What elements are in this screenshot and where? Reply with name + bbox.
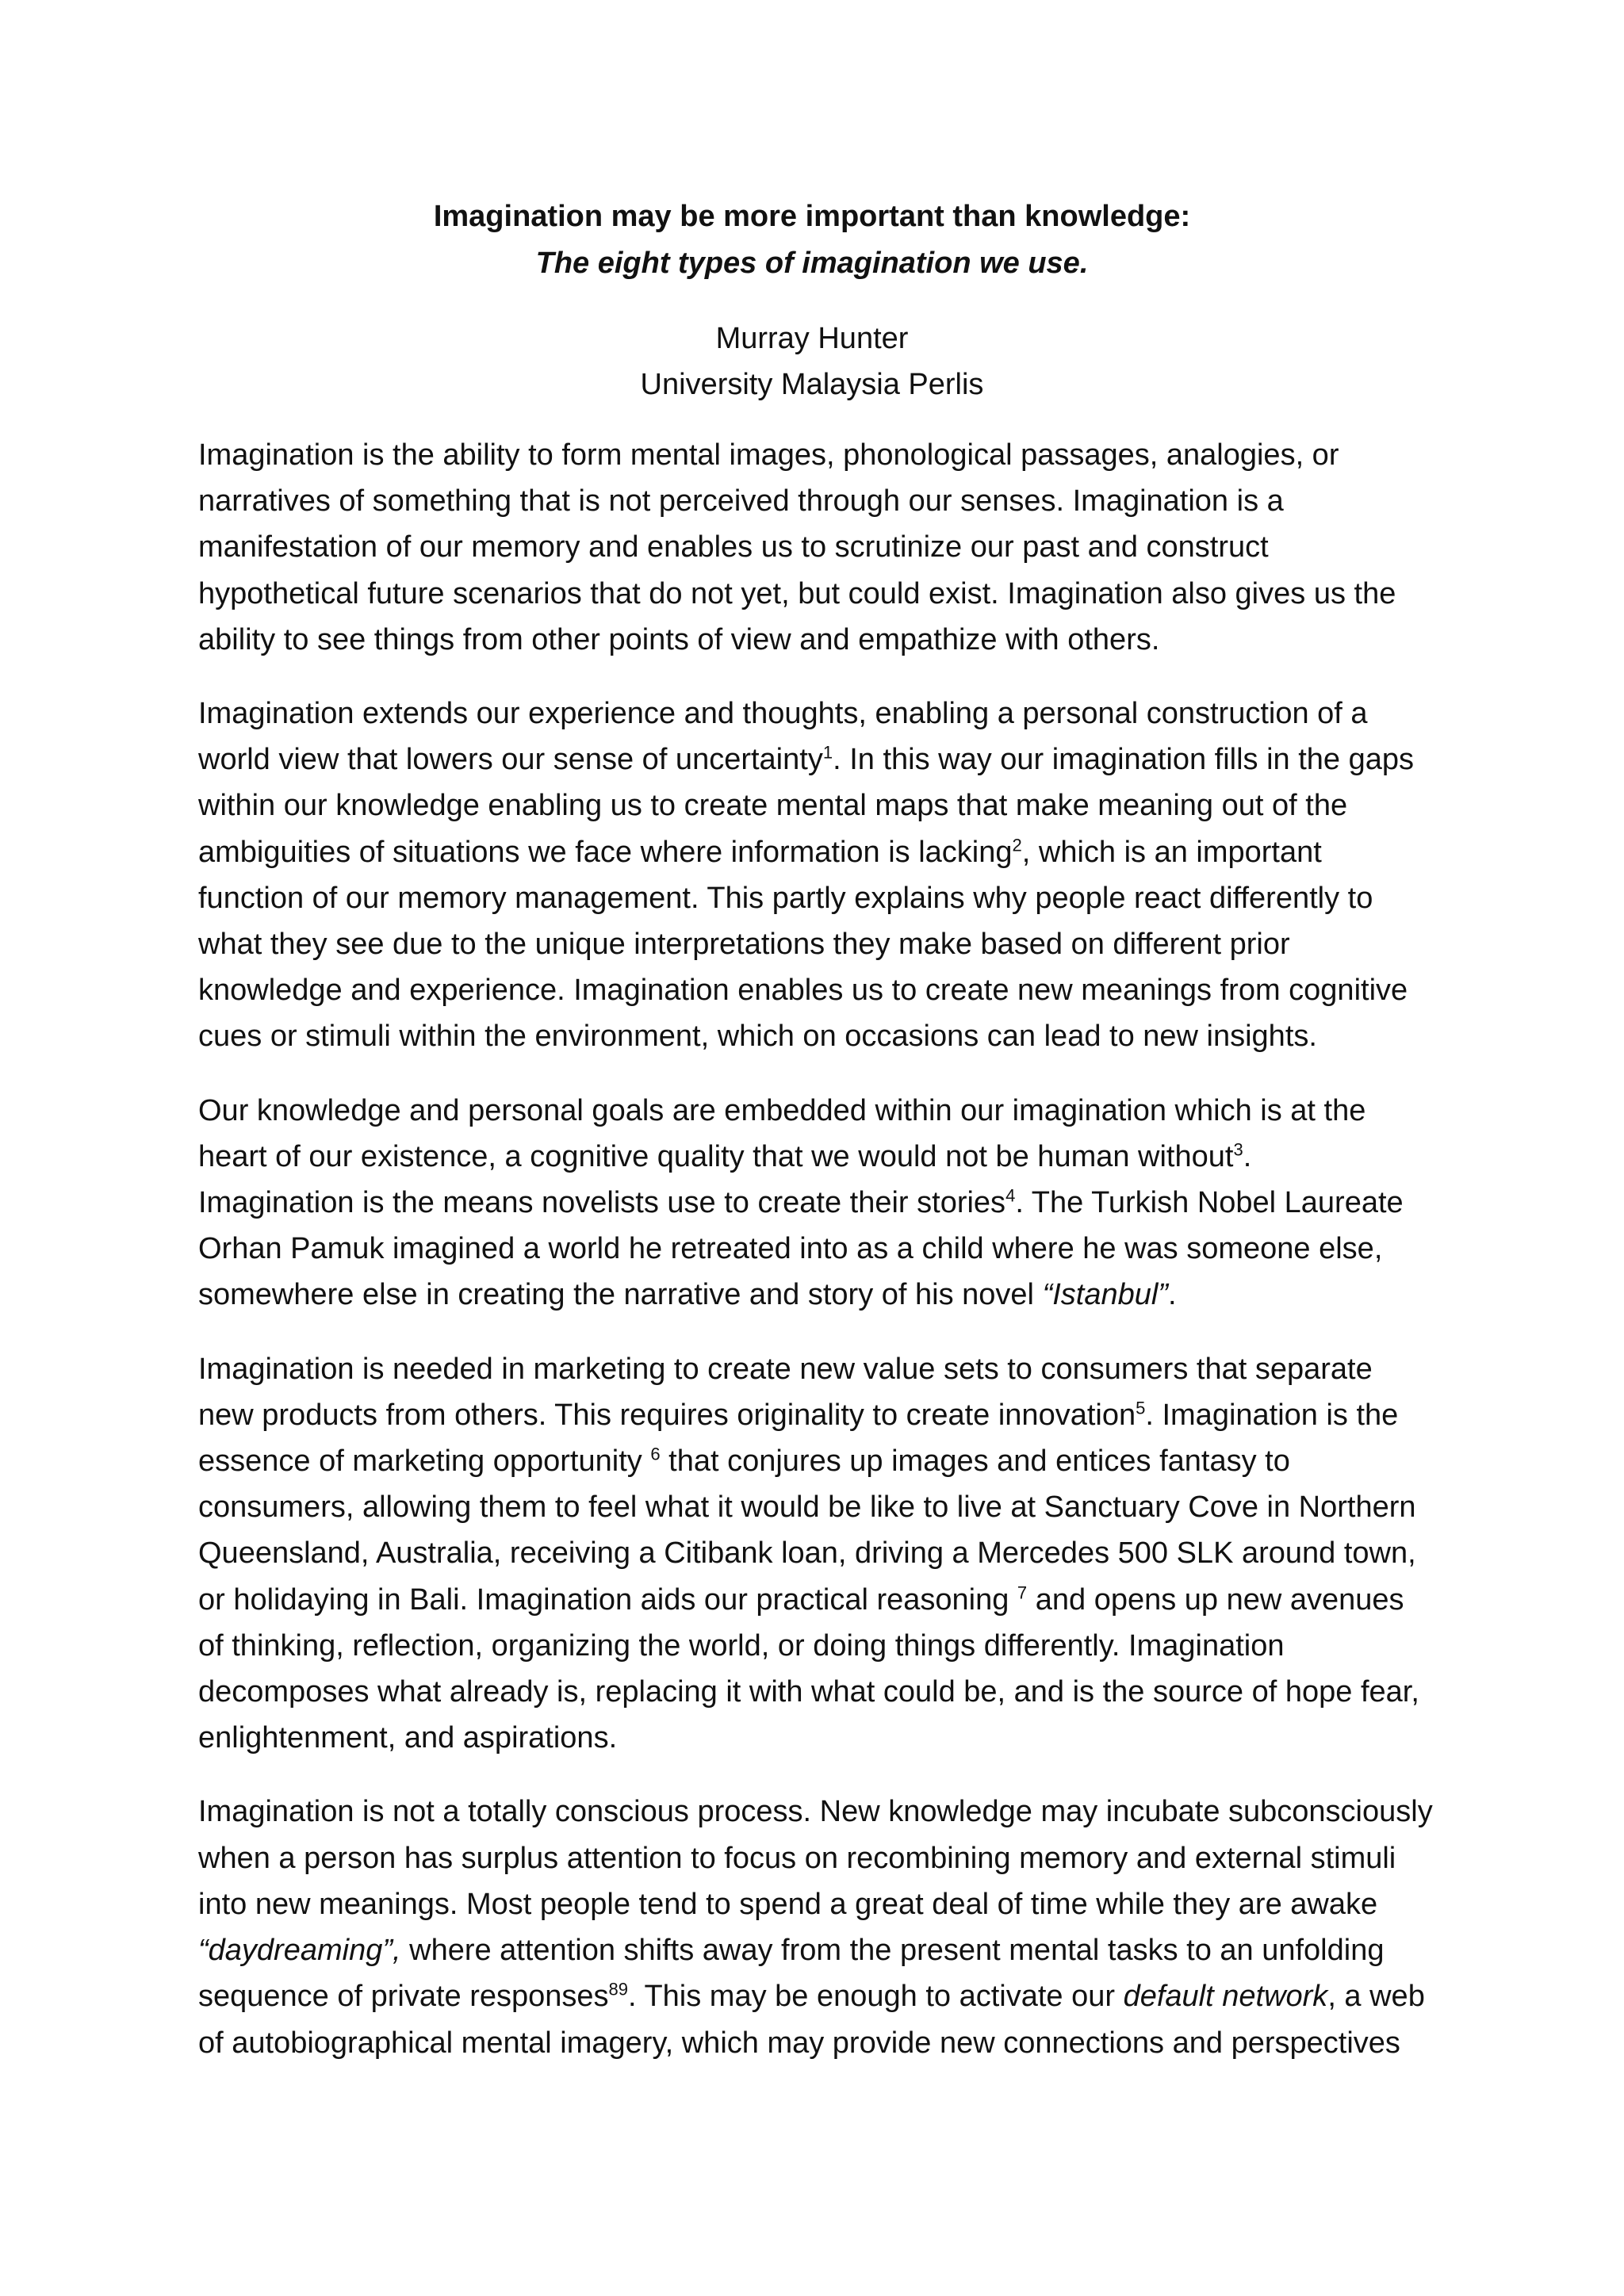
text-segment: . xyxy=(1243,1139,1252,1173)
text-line: function of our memory management. This partly explains why people react differently to xyxy=(198,881,1373,915)
text-line: Our knowledge and personal goals are embedded within our imagination which is at the xyxy=(198,1093,1366,1127)
text-line xyxy=(198,1927,1451,1973)
text-segment: Imagination is the means novelists use to create their stories xyxy=(198,1186,1006,1220)
text-line: Imagination is needed in marketing to create new value sets to consumers that separate xyxy=(198,1352,1373,1386)
text-line: narratives of something that is not perceived through our senses. Imagination is a xyxy=(198,484,1284,519)
text-segment: . In this way our imagination fills in the gaps xyxy=(833,743,1415,777)
paragraph-1 xyxy=(198,432,1451,663)
text-line: within our knowledge enabling us to create mental maps that make meaning out of the xyxy=(198,789,1348,823)
footnote-ref-5: 5 xyxy=(1136,1398,1146,1418)
text-line: decomposes what already is, replacing it with what could be, and is the source of hope fear, xyxy=(198,1675,1419,1709)
text-line: of thinking, reflection, organizing the world, or doing things differently. Imagination xyxy=(198,1628,1285,1663)
text-segment: . xyxy=(1167,1278,1177,1312)
paper-title: Imagination may be more important than knowledge: xyxy=(433,200,1191,233)
term-default-network: default network xyxy=(1123,1980,1328,2014)
text-line: into new meanings. Most people tend to spend a great deal of time while they are awake xyxy=(198,1887,1378,1921)
text-line xyxy=(198,1134,1451,1180)
text-line: manifestation of our memory and enables us to scrutinize our past and construct xyxy=(198,530,1269,564)
text-segment: sequence of private responses xyxy=(198,1980,609,2014)
footnote-ref-7: 7 xyxy=(1017,1582,1028,1603)
text-line: enlightenment, and aspirations. xyxy=(198,1721,618,1755)
paragraph-4 xyxy=(198,1346,1451,1762)
text-line: Imagination is not a totally conscious process. New knowledge may incubate subconsciously xyxy=(198,1795,1433,1829)
text-segment: somewhere else in creating the narrative and story of his novel xyxy=(198,1278,1043,1312)
text-line: Imagination extends our experience and thoughts, enabling a personal construction of a xyxy=(198,697,1368,731)
footnote-ref-89: 89 xyxy=(608,1979,629,1999)
text-segment: that conjures up images and entices fantasy to xyxy=(660,1445,1290,1479)
paragraph-2 xyxy=(198,691,1451,1060)
author-name: Murray Hunter xyxy=(715,322,909,355)
text-line: knowledge and experience. Imagination enables us to create new meanings from cognitive xyxy=(198,974,1408,1008)
text-segment: . This may be enough to activate our xyxy=(628,1980,1124,2014)
text-line: hypothetical future scenarios that do not yet, but could exist. Imagination also gives us the xyxy=(198,576,1396,610)
text-line: what they see due to the unique interpretations they make based on different prior xyxy=(198,928,1290,962)
text-segment: world view that lowers our sense of uncertainty xyxy=(198,743,823,777)
text-segment: , which is an important xyxy=(1021,835,1322,869)
footnote-ref-3: 3 xyxy=(1233,1139,1243,1160)
paragraph-5 xyxy=(198,1789,1451,2065)
text-line: Imagination is the ability to form mental images, phonological passages, analogies, or xyxy=(198,438,1339,472)
footnote-ref-4: 4 xyxy=(1005,1185,1016,1206)
text-segment: , a web xyxy=(1327,1980,1425,2014)
body-text xyxy=(198,432,1451,2094)
footnote-ref-1: 1 xyxy=(822,742,833,763)
text-line xyxy=(198,1180,1451,1226)
text-line xyxy=(198,1973,1451,2019)
text-line xyxy=(198,829,1451,875)
text-line: consumers, allowing them to feel what it would be like to live at Sanctuary Cove in Northern xyxy=(198,1490,1416,1525)
text-line: when a person has surplus attention to focus on recombining memory and external stimuli xyxy=(198,1841,1396,1875)
text-line: of autobiographical mental imagery, which may provide new connections and perspectives xyxy=(198,2026,1400,2060)
text-segment: and opens up new avenues xyxy=(1027,1582,1404,1617)
text-line xyxy=(198,737,1451,783)
text-segment: . The Turkish Nobel Laureate xyxy=(1015,1186,1404,1220)
text-segment: ambiguities of situations we face where information is lacking xyxy=(198,835,1013,869)
text-segment: or holidaying in Bali. Imagination aids our practical reasoning xyxy=(198,1582,1017,1617)
text-line xyxy=(198,1272,1451,1318)
text-segment: heart of our existence, a cognitive quality that we would not be human without xyxy=(198,1139,1234,1173)
footnote-ref-2: 2 xyxy=(1012,834,1022,855)
text-segment: essence of marketing opportunity xyxy=(198,1445,651,1479)
text-line xyxy=(198,1392,1451,1438)
term-daydreaming: “daydreaming”, xyxy=(198,1934,401,1968)
text-line: Queensland, Australia, receiving a Citibank loan, driving a Mercedes 500 SLK around town, xyxy=(198,1536,1416,1571)
text-segment: new products from others. This requires originality to create innovation xyxy=(198,1398,1136,1432)
text-line xyxy=(198,1577,1451,1623)
paper-subtitle: The eight types of imagination we use. xyxy=(535,247,1089,280)
text-segment: . Imagination is the xyxy=(1145,1398,1399,1432)
text-line: cues or stimuli within the environment, which on occasions can lead to new insights. xyxy=(198,1020,1317,1054)
paragraph-3 xyxy=(198,1088,1451,1318)
footnote-ref-6: 6 xyxy=(650,1444,661,1464)
text-line: ability to see things from other points of view and empathize with others. xyxy=(198,622,1160,656)
text-line: Orhan Pamuk imagined a world he retreated into as a child where he was someone else, xyxy=(198,1232,1383,1266)
text-line xyxy=(198,1438,1451,1484)
book-title-istanbul: “Istanbul” xyxy=(1042,1278,1168,1312)
text-segment: where attention shifts away from the present mental tasks to an unfolding xyxy=(400,1934,1385,1968)
author-affiliation: University Malaysia Perlis xyxy=(640,368,984,401)
